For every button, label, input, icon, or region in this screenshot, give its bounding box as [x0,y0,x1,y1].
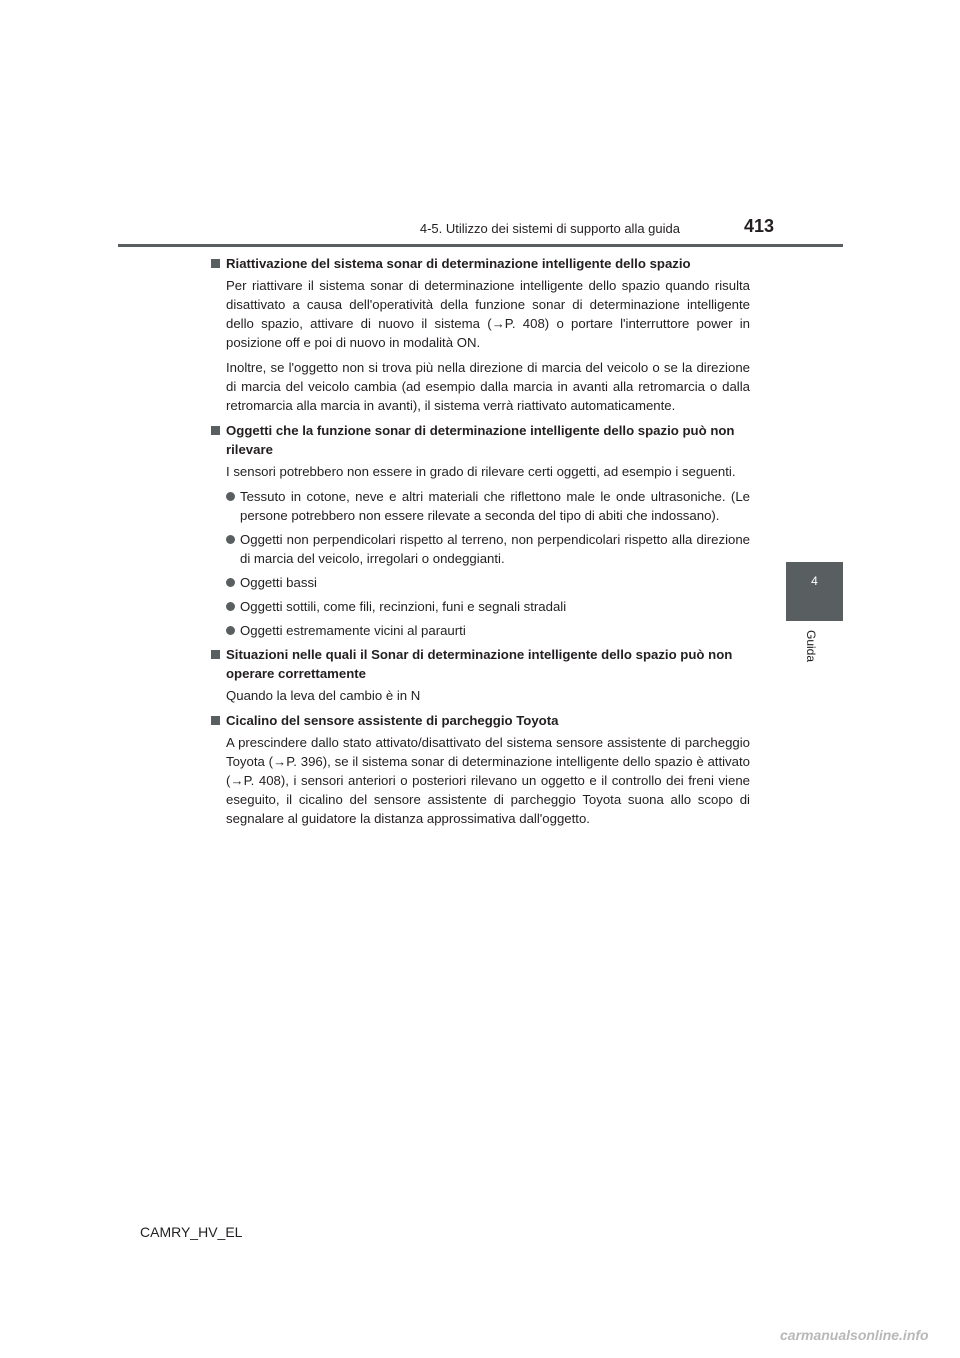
list-item [226,487,750,525]
paragraph: Per riattivare il sistema sonar di determinazione intelligente dello spazio quando risulta disattivato a causa dell'operatività della funzione sonar di determinazione intelligente dello spazio, attivare di nuovo il sistema (→P. 408) o portare l'interruttore power in posizione off e poi di nuovo in modalità ON. [226,278,750,350]
paragraph: A prescindere dallo stato attivato/disattivato del sistema sensore assistente di parcheggio Toyota (→P. 396), se il sistema sonar di determinazione intelligente dello spazio è attivato (→P. 408), i sensori anteriori o posteriori rilevano un oggetto e il controllo dei freni viene eseguito, il cicalino del sensore assistente di parcheggio Toyota suona allo scopo di segnalare al guidatore la distanza approssimativa dall'oggetto. [226,735,750,826]
section-1 [210,254,750,415]
list-item-text: Oggetti estremamente vicini al paraurti [240,623,466,638]
paragraph: I sensori potrebbero non essere in grado di rilevare certi oggetti, ad esempio i seguenti. [226,464,736,479]
header-section-title: 4-5. Utilizzo dei sistemi di supporto alla guida [419,221,680,236]
square-bullet-icon [211,716,220,725]
paragraph: Inoltre, se l'oggetto non si trova più nella direzione di marcia del veicolo o se la direzione di marcia del veicolo cambia (ad esempio dalla marcia in avanti alla retromarcia o dalla retromarcia alla marcia in avanti), il sistema verrà riattivato automaticamente. [226,360,750,413]
section-heading-text: Cicalino del sensore assistente di parcheggio Toyota [226,713,559,728]
list-item [226,597,750,616]
side-tab [786,562,843,621]
list-item [226,573,750,592]
square-bullet-icon [211,426,220,435]
section-4 [210,711,750,828]
square-bullet-icon [211,259,220,268]
side-tab-label-text: Guida [804,630,818,663]
list-item-text: Tessuto in cotone, neve e altri materiali che riflettono male le onde ultrasoniche. (Le persone potrebbero non essere rilevate a seconda del tipo di abiti che indossano). [240,489,750,523]
square-bullet-icon [211,650,220,659]
side-tab-label [800,630,830,670]
list-item [226,621,750,640]
circle-bullet-icon [226,535,235,544]
paragraph: Quando la leva del cambio è in N [226,688,421,703]
section-heading-text: Oggetti che la funzione sonar di determinazione intelligente dello spazio può non rilevare [226,423,735,457]
footer-code: CAMRY_HV_EL [140,1224,243,1240]
section-heading [210,421,750,459]
list-item-text: Oggetti bassi [240,575,317,590]
header-rule [118,244,843,247]
circle-bullet-icon [226,602,235,611]
section-heading [210,254,750,273]
main-content [210,254,750,834]
list-item-text: Oggetti sottili, come fili, recinzioni, funi e segnali stradali [240,599,567,614]
side-tab-number: 4 [811,574,818,588]
section-heading [210,711,750,730]
circle-bullet-icon [226,492,235,501]
list-item [226,530,750,568]
circle-bullet-icon [226,578,235,587]
section-2 [210,421,750,640]
section-heading-text: Situazioni nelle quali il Sonar di determinazione intelligente dello spazio può non operare correttamente [226,647,733,681]
list-item-text: Oggetti non perpendicolari rispetto al terreno, non perpendicolari rispetto alla direzione di marcia del veicolo, irregolari o ondeggianti. [240,532,750,566]
page-number: 413 [743,216,774,236]
circle-bullet-icon [226,626,235,635]
section-heading [210,645,750,683]
watermark: carmanualsonline.info [780,1327,929,1343]
section-heading-text: Riattivazione del sistema sonar di determinazione intelligente dello spazio [226,256,691,271]
section-3 [210,645,750,705]
